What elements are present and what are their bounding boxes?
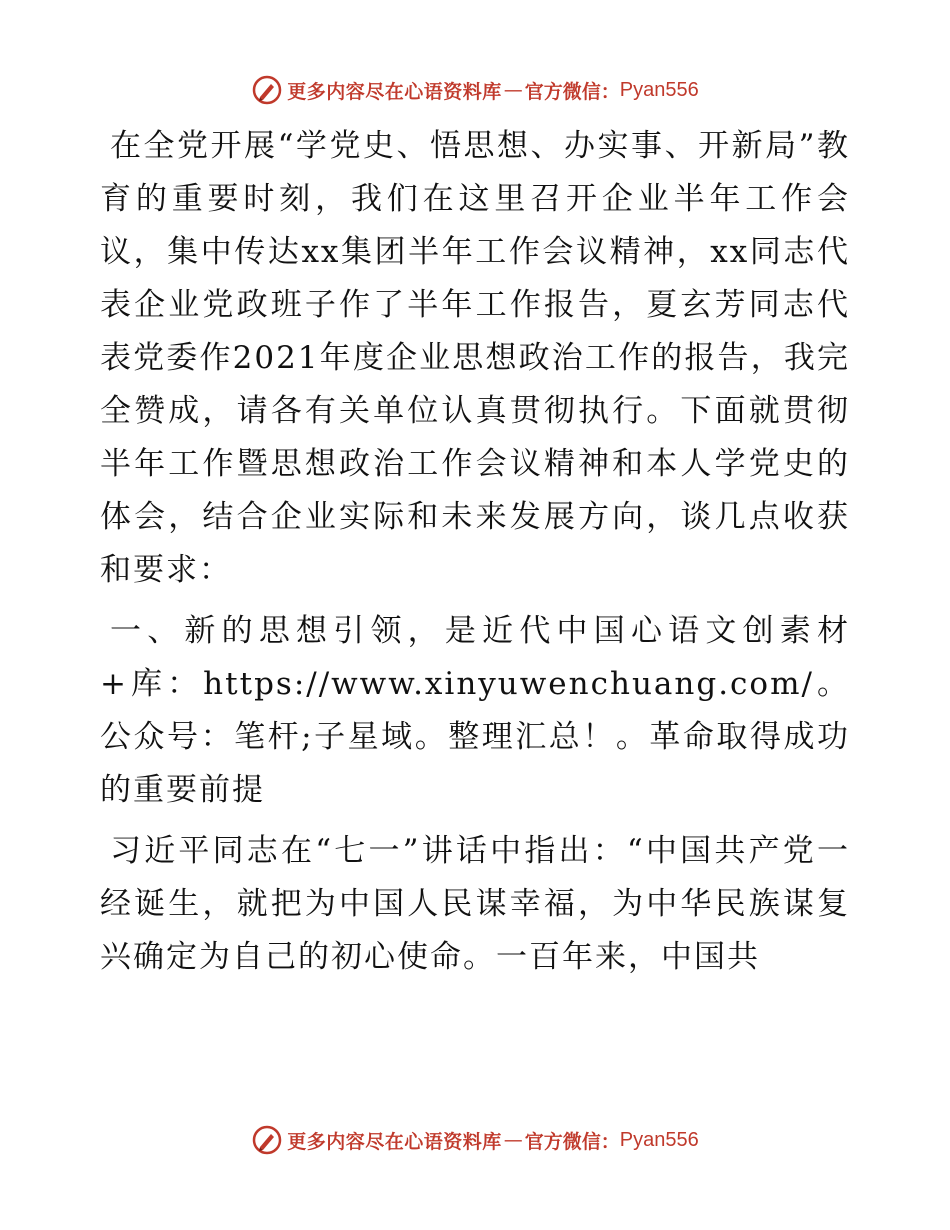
header-banner	[0, 70, 950, 110]
footer-official-label: 官方微信：	[524, 1130, 620, 1153]
footer-separator: —	[503, 1129, 523, 1151]
footer-banner	[0, 1120, 950, 1160]
header-separator: —	[503, 79, 523, 101]
paragraph-intro: 在全党开展“学党史、悟思想、办实事、开新局”教育的重要时刻，我们在这里召开企业半年工作会议，集中传达xx集团半年工作会议精神，xx同志代表企业党政班子作了半年工作报告，夏玄芳同志代表党委作2021年度企业思想政治工作的报告，我完全赞成，请各有关单位认真贯彻执行。下面就贯彻半年工作暨思想政治工作会议精神和本人学党史的体会，结合企业实际和未来发展方向，谈几点收获和要求：	[100, 128, 850, 588]
footer-promo-text: 更多内容尽在心语资料库	[287, 1130, 502, 1153]
header-promo-text: 更多内容尽在心语资料库	[287, 80, 502, 103]
pen-logo-icon	[251, 1124, 283, 1156]
header-official-label: 官方微信：	[524, 80, 620, 103]
footer-account: Pyan556	[619, 1128, 699, 1151]
pen-logo-icon	[251, 74, 283, 106]
header-account: Pyan556	[619, 78, 699, 101]
document-body	[100, 120, 850, 984]
paragraph-section-one-heading: 一、新的思想引领，是近代中国心语文创素材+库：https://www.xinyuwenchuang.com/。公众号：笔杆;子星域。整理汇总！。革命取得成功的重要前提	[100, 613, 850, 808]
paragraph-quote: 习近平同志在“七一”讲话中指出：“中国共产党一经诞生，就把为中国人民谋幸福，为中华民族谋复兴确定为自己的初心使命。一百年来，中国共	[100, 833, 850, 975]
